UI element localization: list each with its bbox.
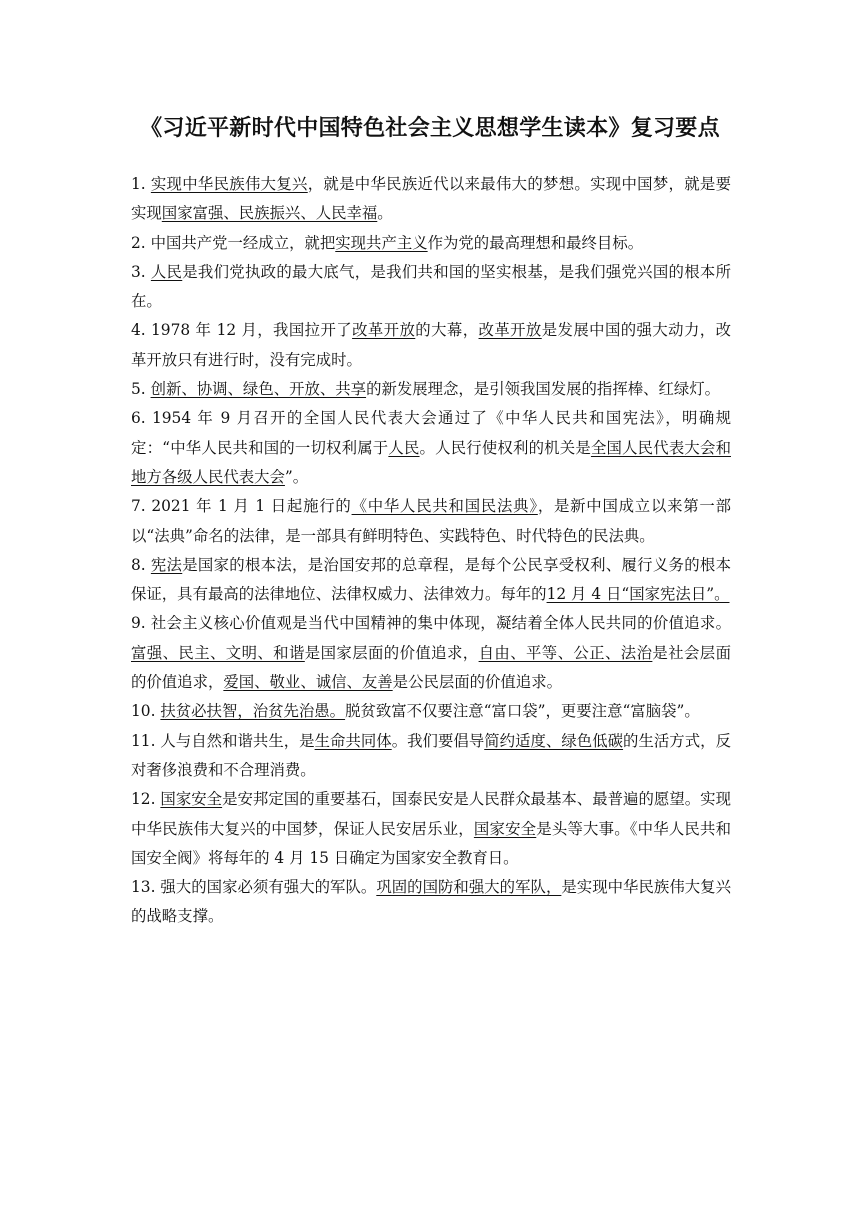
review-point-1	[131, 170, 731, 229]
text-segment: 是国家层面的价值追求，	[304, 643, 479, 662]
underlined-key-phrase: 改革开放	[352, 321, 416, 340]
underlined-key-phrase: 人民	[150, 262, 183, 281]
review-point-12	[131, 785, 731, 873]
text-segment: 9. 社会主义核心价值观是当代中国精神的集中体现，凝结着全体人民共同的价值追求。	[131, 614, 731, 633]
underlined-key-phrase: 创新、协调、绿色、开放、共享	[150, 380, 367, 399]
underlined-key-phrase: 简约适度、绿色低碳	[484, 731, 624, 750]
text-segment: 是公民层面的价值追求。	[392, 673, 562, 692]
text-segment: 是发展中国的强大动力，改革开放只有进行时，没有完成时。	[131, 321, 731, 369]
underlined-key-phrase: 爱国、敬业、诚信、友善	[223, 673, 393, 692]
text-segment: 。	[377, 204, 393, 223]
review-point-13	[131, 873, 731, 932]
text-segment: 的新发展理念，是引领我国发展的指挥棒、红绿灯。	[366, 380, 721, 399]
review-point-list	[131, 170, 731, 932]
text-segment: 12.	[131, 790, 161, 809]
text-segment: 5.	[131, 380, 151, 399]
text-segment: 3.	[131, 262, 151, 281]
text-segment: 。人民行使权利的机关是	[419, 438, 591, 457]
review-point-8	[131, 551, 731, 610]
underlined-key-phrase: 全国人民代表大会和地方各级人民代表大会	[131, 438, 731, 486]
underlined-key-phrase: 国家安全	[473, 819, 537, 838]
text-segment: 。我们要倡导	[391, 731, 485, 750]
underlined-key-phrase: 巩固的国防和强大的军队，	[376, 878, 562, 897]
text-segment: 4. 1978 年 12 月，我国拉开了	[131, 321, 353, 340]
text-segment: ，就是中华民族近代以来最伟大的梦想。实现中国梦，就是要实现	[131, 175, 731, 223]
text-segment: 8.	[131, 555, 151, 574]
text-segment: ”。	[284, 467, 309, 486]
underlined-key-phrase: 改革开放	[478, 321, 542, 340]
underlined-key-phrase: 宪法	[150, 555, 183, 574]
underlined-key-phrase: 实现共产主义	[335, 233, 428, 252]
review-point-4	[131, 316, 731, 375]
review-point-11	[131, 727, 731, 786]
underlined-key-phrase: 实现中华民族伟大复兴	[150, 175, 308, 193]
text-segment: 10.	[131, 702, 161, 721]
text-segment: 7. 2021 年 1 月 1 日起施行的	[131, 497, 352, 516]
text-segment: 13. 强大的国家必须有强大的军队。	[131, 878, 377, 897]
review-point-9	[131, 609, 731, 697]
review-point-10	[131, 697, 731, 726]
text-segment: 2. 中国共产党一经成立，就把	[131, 233, 336, 252]
text-segment: 是头等大事。《中华人民共和国安全阀》将每年的 4 月 15 日确定为国家安全教育日。	[131, 819, 731, 867]
text-segment: 是实现中华民族伟大复兴的战略支撑。	[131, 878, 731, 926]
text-segment: 的生活方式，反对奢侈浪费和不合理消费。	[131, 731, 731, 779]
review-point-5	[131, 375, 731, 404]
text-segment: 1.	[131, 175, 151, 193]
underlined-key-phrase: 自由、平等、公正、法治	[478, 643, 653, 662]
underlined-key-phrase: 生命共同体	[314, 731, 392, 750]
text-segment: 是我们党执政的最大底气，是我们共和国的坚实根基，是我们强党兴国的根本所在。	[131, 262, 731, 311]
underlined-key-phrase: 国家安全	[160, 790, 223, 809]
text-segment: 6. 1954 年 9 月召开的全国人民代表大会通过了《中华人民共和国宪法》，明确规定：“中华人民共和国的一切权利属于	[131, 409, 731, 457]
underlined-key-phrase: 12 月 4 日“国家宪法日”。	[546, 585, 730, 604]
text-segment: 是安邦定国的重要基石，国泰民安是人民群众最基本、最普遍的愿望。实现中华民族伟大复兴的中国梦，保证人民安居乐业，	[131, 790, 731, 838]
underlined-key-phrase: 《中华人民共和国民法典》	[351, 497, 538, 516]
underlined-key-phrase: 扶贫必扶智，治贫先治愚。	[160, 702, 346, 721]
text-segment: ，是新中国成立以来第一部以“法典”命名的法律，是一部具有鲜明特色、实践特色、时代特色的民法典。	[131, 497, 731, 545]
text-segment: 11. 人与自然和谐共生，是	[131, 731, 315, 750]
text-segment: 是社会层面的价值追求，	[131, 643, 731, 692]
text-segment: 是国家的根本法，是治国安邦的总章程，是每个公民享受权利、履行义务的根本保证，具有最高的法律地位、法律权威力、法律效力。每年的	[131, 555, 731, 604]
text-segment: 作为党的最高理想和最终目标。	[427, 233, 644, 252]
underlined-key-phrase: 国家富强、民族振兴、人民幸福	[161, 204, 378, 223]
text-segment: 的大幕，	[415, 321, 479, 340]
underlined-key-phrase: 人民	[388, 438, 420, 457]
review-point-7	[131, 492, 731, 551]
review-point-6	[131, 404, 731, 492]
review-point-2	[131, 229, 731, 258]
document-title: 《习近平新时代中国特色社会主义思想学生读本》复习要点	[140, 116, 720, 141]
review-point-3	[131, 258, 731, 317]
text-segment: 脱贫致富不仅要注意“富口袋”，更要注意“富脑袋”。	[345, 702, 700, 721]
underlined-key-phrase: 富强、民主、文明、和谐	[131, 643, 305, 662]
